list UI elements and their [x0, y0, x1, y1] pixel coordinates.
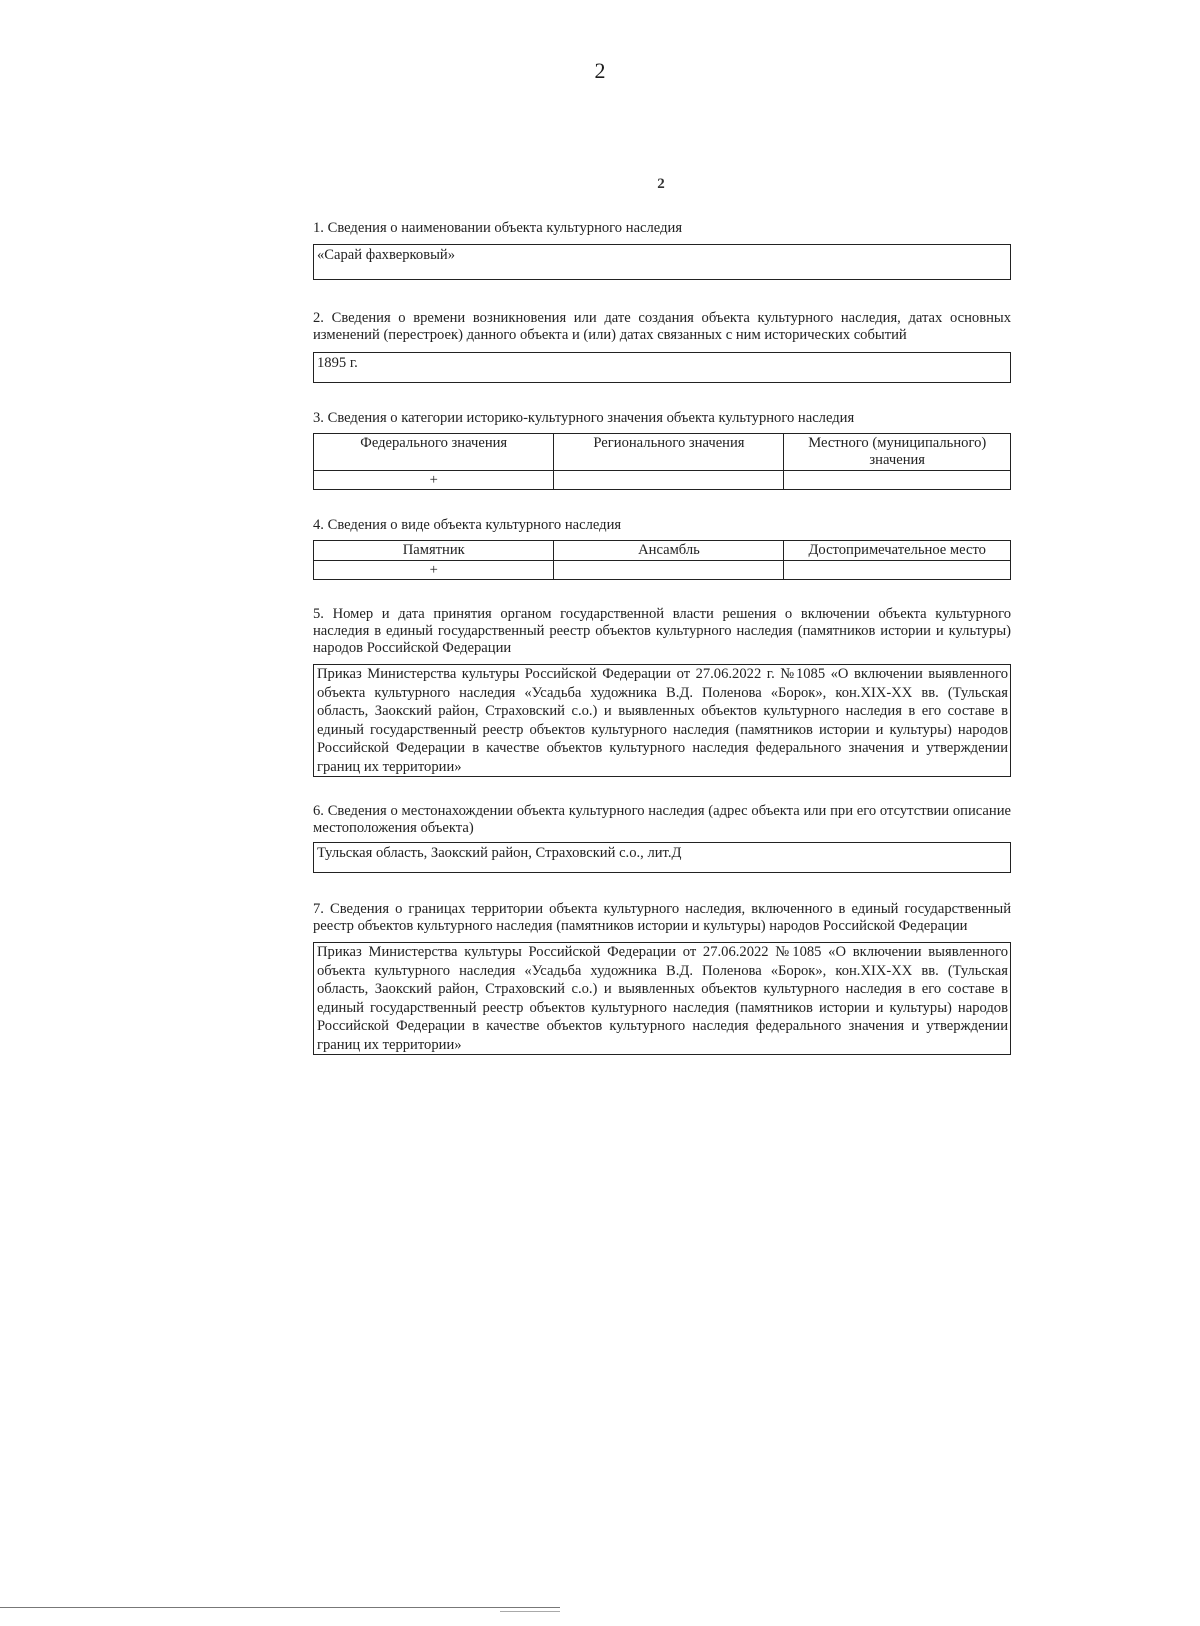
column-regional: Регионального значения — [554, 434, 784, 471]
table-row — [314, 471, 1011, 490]
section-category — [313, 410, 1011, 490]
section-heading: 7. Сведения о границах территории объекта культурного наследия, включенного в единый государственный реестр объектов культурного наследия (памятников истории и культуры) народов Российской Федерации — [313, 901, 1011, 934]
column-local: Местного (муниципального) значения — [784, 434, 1011, 471]
creation-date-value: 1895 г. — [313, 352, 1011, 383]
mark-landmark — [784, 561, 1011, 580]
territory-boundaries-value: Приказ Министерства культуры Российской Федерации от 27.06.2022 №1085 «О включении выявленного объекта культурного наследия «Усадьба художника В.Д. Поленова «Борок», кон.XIX-XX вв. (Тульская область, Заокский район, Страховский с.о.) и выявленных объектов культурного наследия в его составе в единый государственный реестр объектов культурного наследия (памятников истории и культуры) народов Российской Федерации в качестве объектов культурного наследия федерального значения и утверждении границ их территории» — [313, 942, 1011, 1055]
column-monument: Памятник — [314, 541, 554, 561]
column-landmark: Достопримечательное место — [784, 541, 1011, 561]
inner-page-number: 2 — [657, 176, 665, 192]
section-location — [313, 803, 1011, 873]
section-heading: 2. Сведения о времени возникновения или дате создания объекта культурного наследия, датах основных изменений (перестроек) данного объекта и (или) датах связанных с ним исторических событий — [313, 310, 1011, 343]
scan-edge-line — [0, 1607, 560, 1608]
mark-local — [784, 471, 1011, 490]
page-number: 2 — [594, 58, 606, 83]
mark-monument: + — [314, 561, 554, 580]
section-heading: 3. Сведения о категории историко-культурного значения объекта культурного наследия — [313, 410, 855, 426]
category-table — [313, 433, 1011, 490]
registry-decision-value: Приказ Министерства культуры Российской Федерации от 27.06.2022 г. №1085 «О включении выявленного объекта культурного наследия «Усадьба художника В.Д. Поленова «Борок», кон.XIX-XX вв. (Тульская область, Заокский район, Страховский с.о.) и выявленных объектов культурного наследия в его составе в единый государственный реестр объектов культурного наследия (памятников истории и культуры) народов Российской Федерации в качестве объектов культурного наследия федерального значения и утверждении границ их территории» — [313, 664, 1011, 777]
object-name-value: «Сарай фахверковый» — [313, 244, 1011, 280]
section-heading: 5. Номер и дата принятия органом государственной власти решения о включении объекта культурного наследия в единый государственный реестр объектов культурного наследия (памятников истории и культуры) народов Российской Федерации — [313, 606, 1011, 656]
section-creation-date — [313, 310, 1011, 383]
section-heading: 4. Сведения о виде объекта культурного наследия — [313, 517, 622, 533]
section-heading: 6. Сведения о местонахождении объекта культурного наследия (адрес объекта или при его отсутствии описание местоположения объекта) — [313, 803, 1011, 836]
section-object-name — [313, 220, 1011, 280]
type-table — [313, 540, 1011, 580]
section-registry-decision — [313, 606, 1011, 777]
document-body — [313, 220, 1011, 1055]
mark-regional — [554, 471, 784, 490]
mark-federal: + — [314, 471, 554, 490]
location-value: Тульская область, Заокский район, Страховский с.о., лит.Д — [313, 842, 1011, 873]
table-header-row — [314, 434, 1011, 471]
table-header-row — [314, 541, 1011, 561]
section-heading: 1. Сведения о наименовании объекта культурного наследия — [313, 220, 683, 236]
column-ensemble: Ансамбль — [554, 541, 784, 561]
section-object-type — [313, 517, 1011, 580]
scan-edge-line — [500, 1611, 560, 1612]
column-federal: Федерального значения — [314, 434, 554, 471]
table-row — [314, 561, 1011, 580]
mark-ensemble — [554, 561, 784, 580]
section-territory-boundaries — [313, 901, 1011, 1055]
